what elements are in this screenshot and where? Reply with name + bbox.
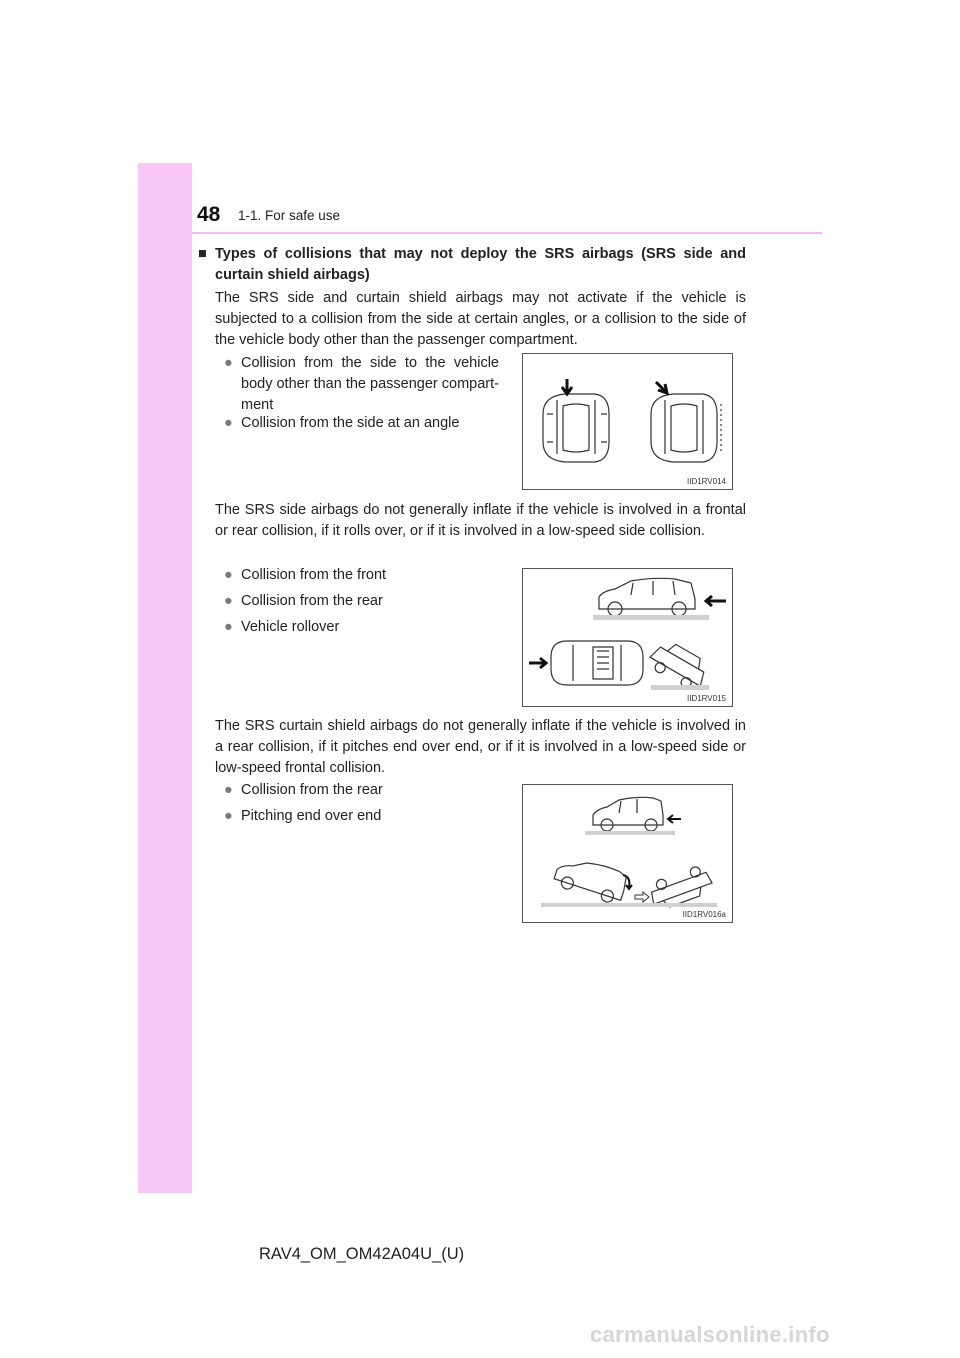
bullet-icon: ●	[224, 782, 233, 798]
figure-front-rear-rollover	[522, 568, 733, 707]
section-title: 1-1. For safe use	[238, 208, 341, 223]
rear-pitching-illustration	[523, 785, 732, 922]
paragraph-side-airbags: The SRS side airbags do not generally inflate if the vehicle is involved in a frontal or rear collision, if it rolls over, or if it is involved in a low-speed side collision.	[215, 502, 746, 539]
header-rule	[192, 232, 822, 234]
list-item-text: Collision from the side to the vehicle body other than the passenger compart-ment	[241, 355, 499, 413]
list-item	[224, 806, 381, 827]
list-item	[224, 617, 339, 638]
footer-code: RAV4_OM_OM42A04U_(U)	[259, 1245, 465, 1263]
paragraph-side-curtain: The SRS side and curtain shield airbags may not activate if the vehicle is subjected to a collision from the side at certain angles, or a collision to the side of the vehicle body other than the passenger compartment.	[215, 290, 746, 348]
list-item-text: Collision from the rear	[241, 782, 383, 798]
figure-side-collision	[522, 353, 733, 490]
list-item-text: Collision from the side at an angle	[241, 415, 460, 431]
heading-square-icon: ■	[198, 246, 207, 262]
heading-text: Types of collisions that may not deploy the SRS airbags (SRS side and curtain shield airbags)	[215, 246, 746, 283]
page-number: 48	[197, 203, 221, 226]
figure-id: IID1RV014	[687, 477, 726, 486]
bullet-icon: ●	[224, 567, 233, 583]
bullet-icon: ●	[224, 619, 233, 635]
list-item	[224, 353, 499, 416]
bullet-icon: ●	[224, 355, 233, 371]
sidebar-tab	[138, 163, 192, 1193]
watermark: carmanualsonline.info	[590, 1322, 830, 1347]
front-rear-rollover-illustration	[523, 569, 732, 706]
figure-id: IID1RV015	[687, 694, 726, 703]
bullet-icon: ●	[224, 808, 233, 824]
list-item	[224, 565, 386, 586]
figure-id: IID1RV016a	[682, 910, 726, 919]
list-item	[224, 780, 383, 801]
list-item-text: Collision from the front	[241, 567, 387, 583]
list-item	[224, 413, 459, 434]
side-collision-illustration	[523, 354, 732, 489]
paragraph-curtain-airbags: The SRS curtain shield airbags do not generally inflate if the vehicle is involved in a rear collision, if it pitches end over end, or if it is involved in a low-speed side or low-speed frontal collision.	[215, 718, 746, 776]
list-item-text: Vehicle rollover	[241, 619, 340, 635]
figure-rear-pitching	[522, 784, 733, 923]
list-item	[224, 591, 383, 612]
bullet-icon: ●	[224, 593, 233, 609]
list-item-text: Collision from the rear	[241, 593, 383, 609]
bullet-icon: ●	[224, 415, 233, 431]
section-heading	[198, 244, 746, 286]
list-item-text: Pitching end over end	[241, 808, 382, 824]
